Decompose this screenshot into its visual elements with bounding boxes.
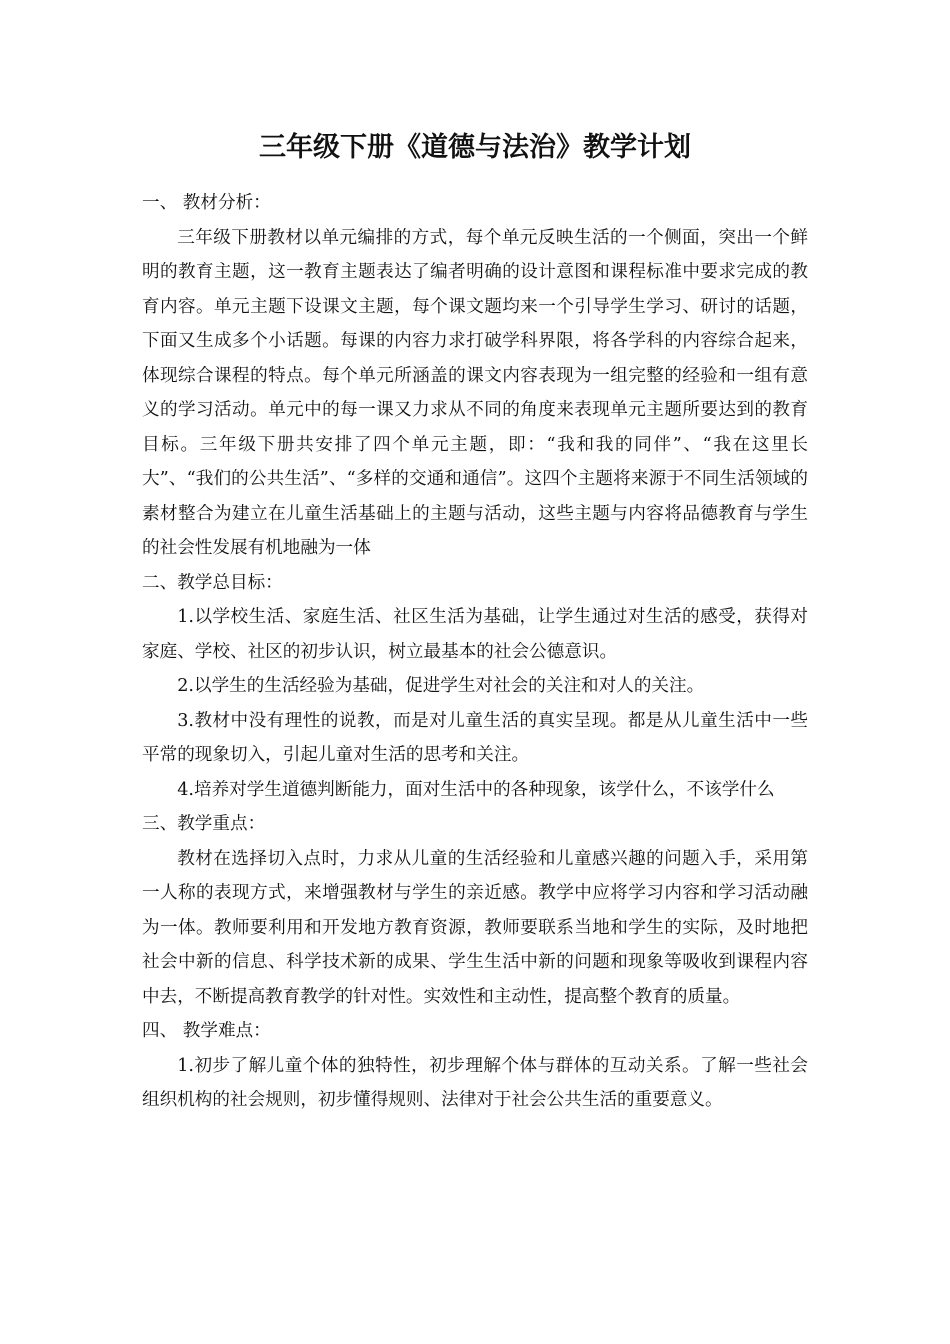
- paragraph-teaching-focus: 教材在选择切入点时，力求从儿童的生活经验和儿童感兴趣的问题入手，采用第一人称的表现方式，来增强教材与学生的亲近感。教学中应将学习内容和学习活动融为一体。教师要利用和开发地方教育资源，教师要联系当地和学生的实际，及时地把社会中新的信息、科学技术新的成果、学生生活中新的问题和现象等吸收到课程内容中去，不断提高教育教学的针对性。实效性和主动性，提高整个教育的质量。: [142, 848, 808, 1007]
- paragraph-textbook-analysis: 三年级下册教材以单元编排的方式，每个单元反映生活的一个侧面，突出一个鲜明的教育主题，这一教育主题表达了编者明确的设计意图和课程标准中要求完成的教育内容。单元主题下设课文主题，每个课文题均来一个引导学生学习、研讨的话题，下面又生成多个小话题。每课的内容力求打破学科界限，将各学科的内容综合起来，体现综合课程的特点。每个单元所涵盖的课文内容表现为一组完整的经验和一组有意义的学习活动。单元中的每一课又力求从不同的角度来表现单元主题所要达到的教育目标。三年级下册共安排了四个单元主题，即：“我和我的同伴”、“我在这里长大”、“我们的公共生活”、“多样的交通和通信”。这四个主题将来源于不同生活领域的素材整合为建立在儿童生活基础上的主题与活动，这些主题与内容将品德教育与学生的社会性发展有机地融为一体: [142, 227, 808, 558]
- document-body: [142, 186, 808, 1118]
- paragraph-goal-2: 2.以学生的生活经验为基础，促进学生对社会的关注和对人的关注。: [177, 676, 705, 696]
- document-title: 三年级下册《道德与法治》教学计划: [259, 132, 691, 163]
- paragraph-goal-3: 3.教材中没有理性的说教，而是对儿童生活的真实呈现。都是从儿童生活中一些平常的现象切入，引起儿童对生活的思考和关注。: [142, 710, 808, 765]
- paragraph-difficulty-1: 1.初步了解儿童个体的独特性，初步理解个体与群体的互动关系。了解一些社会组织机构的社会规则，初步懂得规则、法律对于社会公共生活的重要意义。: [142, 1055, 808, 1110]
- section-heading-teaching-goals: 二、教学总目标：: [142, 572, 283, 593]
- section-heading-teaching-difficulties: 四、 教学难点：: [142, 1021, 271, 1041]
- paragraph-goal-1: 1.以学校生活、家庭生活、社区生活为基础，让学生通过对生活的感受，获得对家庭、学校、社区的初步认识，树立最基本的社会公德意识。: [142, 607, 808, 662]
- paragraph-goal-4: 4.培养对学生道德判断能力，面对生活中的各种现象，该学什么，不该学什么: [177, 779, 775, 800]
- section-heading-textbook-analysis: 一、 教材分析：: [142, 193, 271, 213]
- section-heading-teaching-focus: 三、教学重点：: [142, 814, 266, 834]
